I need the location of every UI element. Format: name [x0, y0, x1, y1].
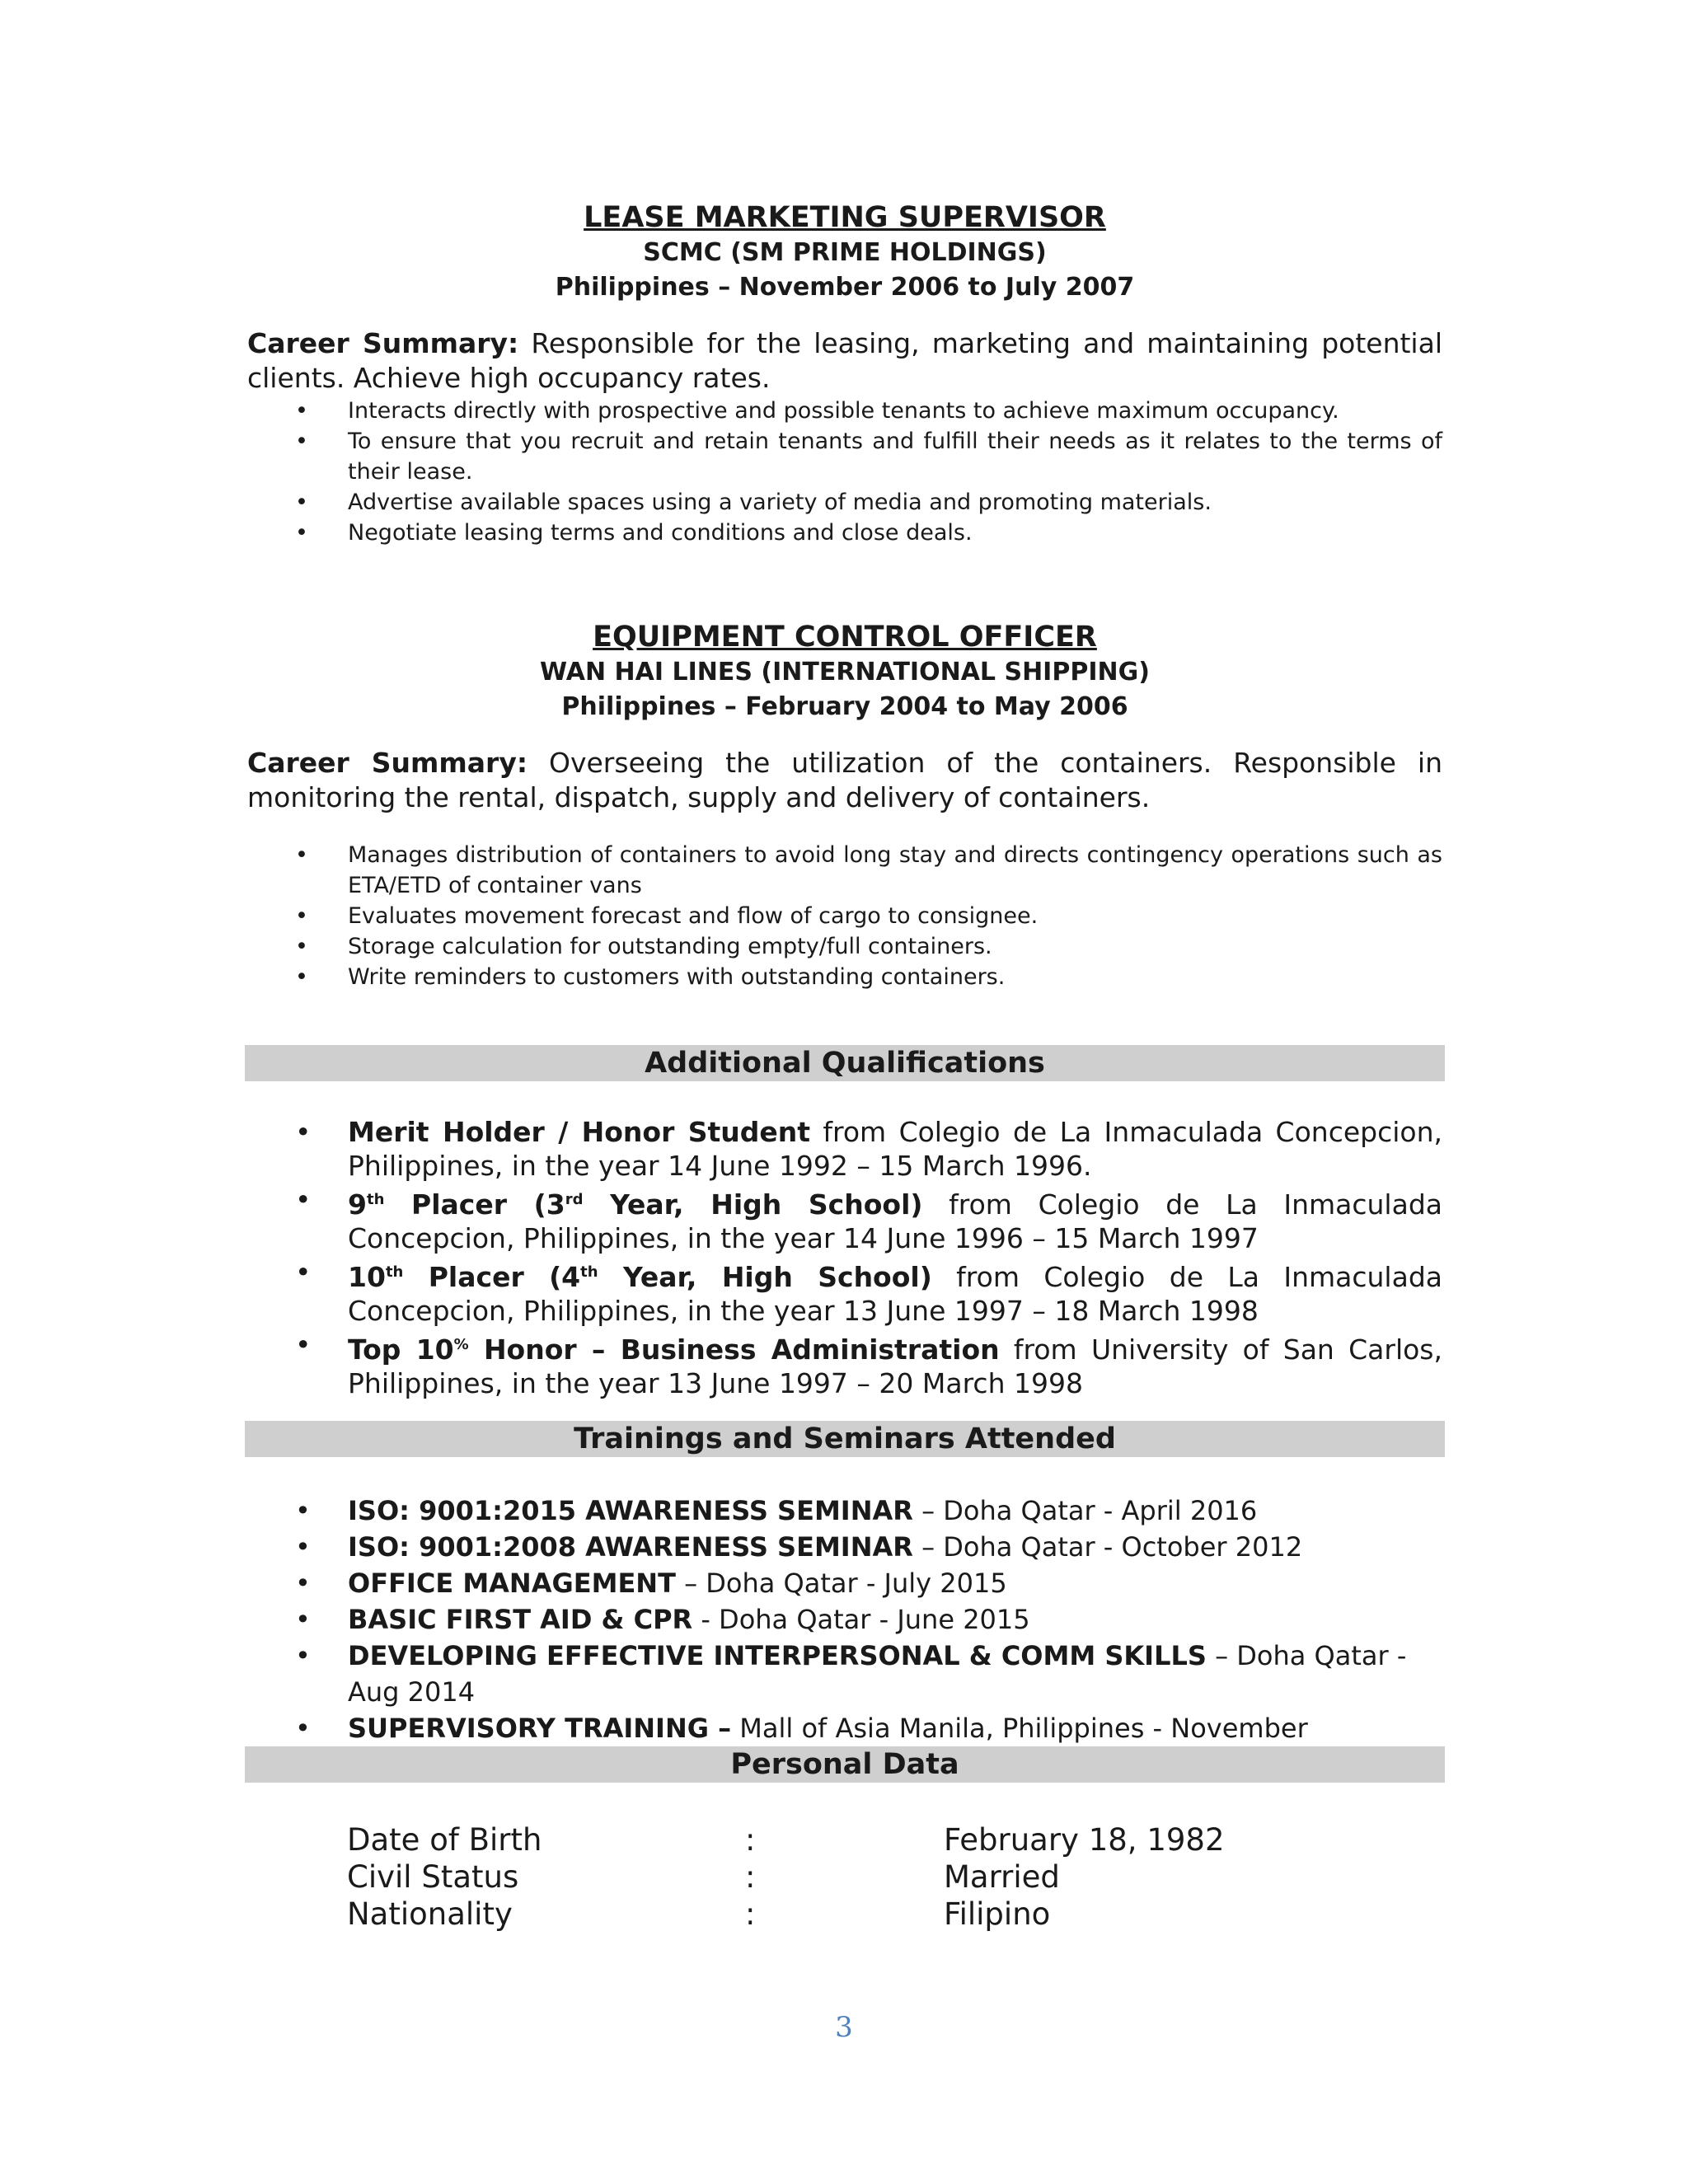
training-title: OFFICE MANAGEMENT — [348, 1568, 676, 1599]
pd-colon: : — [745, 1822, 756, 1858]
list-item — [247, 1493, 1442, 1529]
qualification-title: Top 10% Honor – Business Administration — [348, 1333, 1000, 1366]
qualification-title: 9th Placer (3rd Year, High School) — [348, 1188, 923, 1221]
personal-data-row — [347, 1858, 1336, 1896]
job-header — [247, 619, 1442, 724]
list-item: • Evaluates movement forecast and flow of cargo to consignee. — [247, 901, 1442, 931]
job-title: EQUIPMENT CONTROL OFFICER — [593, 621, 1097, 654]
career-summary-text: Overseeing the utilization of the containers. Responsible in monitoring the rental, dispatch, supply and delivery of containers. — [247, 747, 1443, 813]
list-item: • To ensure that you recruit and retain tenants and fulfill their needs as it relates to the terms of their lease. — [247, 426, 1442, 487]
personal-data-row — [347, 1821, 1336, 1858]
list-item — [247, 1710, 1442, 1746]
list-item — [247, 1255, 1442, 1328]
job-period: Philippines – November 2006 to July 2007 — [555, 273, 1135, 302]
pd-label: Civil Status — [347, 1859, 519, 1895]
training-detail: – Doha Qatar -Aug 2014 — [348, 1640, 1407, 1708]
qualification-detail: from Colegio de La Inmaculada Concepcion, Philippines, in the year 14 June 1996 – 15 March 1997 — [348, 1188, 1442, 1254]
trainings-list — [247, 1493, 1442, 1746]
personal-data-table — [347, 1821, 1336, 1933]
job-period: Philippines – February 2004 to May 2006 — [561, 692, 1128, 721]
career-summary-text: Responsible for the leasing, marketing and maintaining potential clients. Achieve high occupancy rates. — [247, 327, 1442, 394]
job-entry-lease-marketing — [247, 199, 1442, 548]
list-item — [247, 1328, 1442, 1400]
training-detail: – Doha Qatar - April 2016 — [912, 1495, 1258, 1526]
list-item — [247, 1115, 1442, 1183]
pd-value: Filipino — [944, 1896, 1051, 1932]
training-detail: – Doha Qatar - July 2015 — [675, 1568, 1007, 1599]
pd-label: Nationality — [347, 1896, 513, 1932]
section-heading-additional-qualifications: Additional Qualifications — [245, 1045, 1445, 1081]
list-item — [247, 1183, 1442, 1255]
training-title: ISO: 9001:2015 AWARENESS SEMINAR — [348, 1495, 913, 1526]
list-item — [247, 1565, 1442, 1601]
qualification-detail: from University of San Carlos, Philippines, in the year 13 June 1997 – 20 March 1998 — [348, 1333, 1442, 1399]
training-title: BASIC FIRST AID & CPR — [348, 1604, 693, 1635]
career-summary — [247, 746, 1442, 815]
job-entry-equipment-control — [247, 619, 1442, 992]
career-summary-label: Career Summary: — [247, 747, 528, 779]
list-item: • Advertise available spaces using a variety of media and promoting materials. — [247, 487, 1442, 518]
qualification-detail: from Colegio de La Inmaculada Concepcion, Philippines, in the year 14 June 1992 – 15 March 1996. — [348, 1116, 1442, 1182]
training-detail: Mall of Asia Manila, Philippines - November — [731, 1713, 1308, 1744]
list-item — [247, 1638, 1442, 1710]
list-item: • Write reminders to customers with outstanding containers. — [247, 962, 1442, 992]
training-title: SUPERVISORY TRAINING – — [348, 1713, 732, 1744]
career-summary — [247, 326, 1442, 396]
personal-data-row — [347, 1896, 1336, 1933]
career-summary-label: Career Summary: — [247, 327, 519, 359]
pd-colon: : — [745, 1896, 756, 1932]
training-title: DEVELOPING EFFECTIVE INTERPERSONAL & COMM SKILLS — [348, 1640, 1207, 1671]
pd-value: February 18, 1982 — [944, 1822, 1225, 1858]
duties-list — [247, 396, 1442, 548]
training-detail: - Doha Qatar - June 2015 — [692, 1604, 1030, 1635]
page-number: 3 — [835, 2011, 853, 2044]
list-item: • Manages distribution of containers to avoid long stay and directs contingency operations such as ETA/ETD of container vans — [247, 840, 1442, 901]
section-heading-trainings: Trainings and Seminars Attended — [245, 1421, 1445, 1457]
qualification-title: 10th Placer (4th Year, High School) — [348, 1261, 932, 1293]
job-header — [247, 199, 1442, 305]
pd-colon: : — [745, 1859, 756, 1895]
qualifications-list — [247, 1115, 1442, 1400]
qualification-detail: from Colegio de La Inmaculada Concepcion, Philippines, in the year 13 June 1997 – 18 March 1998 — [348, 1261, 1442, 1327]
training-title: ISO: 9001:2008 AWARENESS SEMINAR — [348, 1531, 913, 1563]
qualification-title: Merit Holder / Honor Student — [348, 1116, 811, 1148]
job-title: LEASE MARKETING SUPERVISOR — [584, 201, 1106, 234]
trainings-block — [247, 1493, 1442, 1746]
list-item: • Interacts directly with prospective and possible tenants to achieve maximum occupancy. — [247, 396, 1442, 426]
list-item: • Negotiate leasing terms and conditions and close deals. — [247, 518, 1442, 548]
list-item: • Storage calculation for outstanding empty/full containers. — [247, 931, 1442, 962]
duties-list — [247, 840, 1442, 992]
section-heading-personal-data: Personal Data — [245, 1746, 1445, 1783]
qualifications-block — [247, 1115, 1442, 1400]
pd-label: Date of Birth — [347, 1822, 542, 1858]
list-item — [247, 1529, 1442, 1565]
pd-value: Married — [944, 1859, 1060, 1895]
list-item — [247, 1601, 1442, 1638]
training-detail: – Doha Qatar - October 2012 — [912, 1531, 1303, 1563]
job-company: SCMC (SM PRIME HOLDINGS) — [643, 238, 1047, 267]
job-company: WAN HAI LINES (INTERNATIONAL SHIPPING) — [540, 658, 1150, 687]
